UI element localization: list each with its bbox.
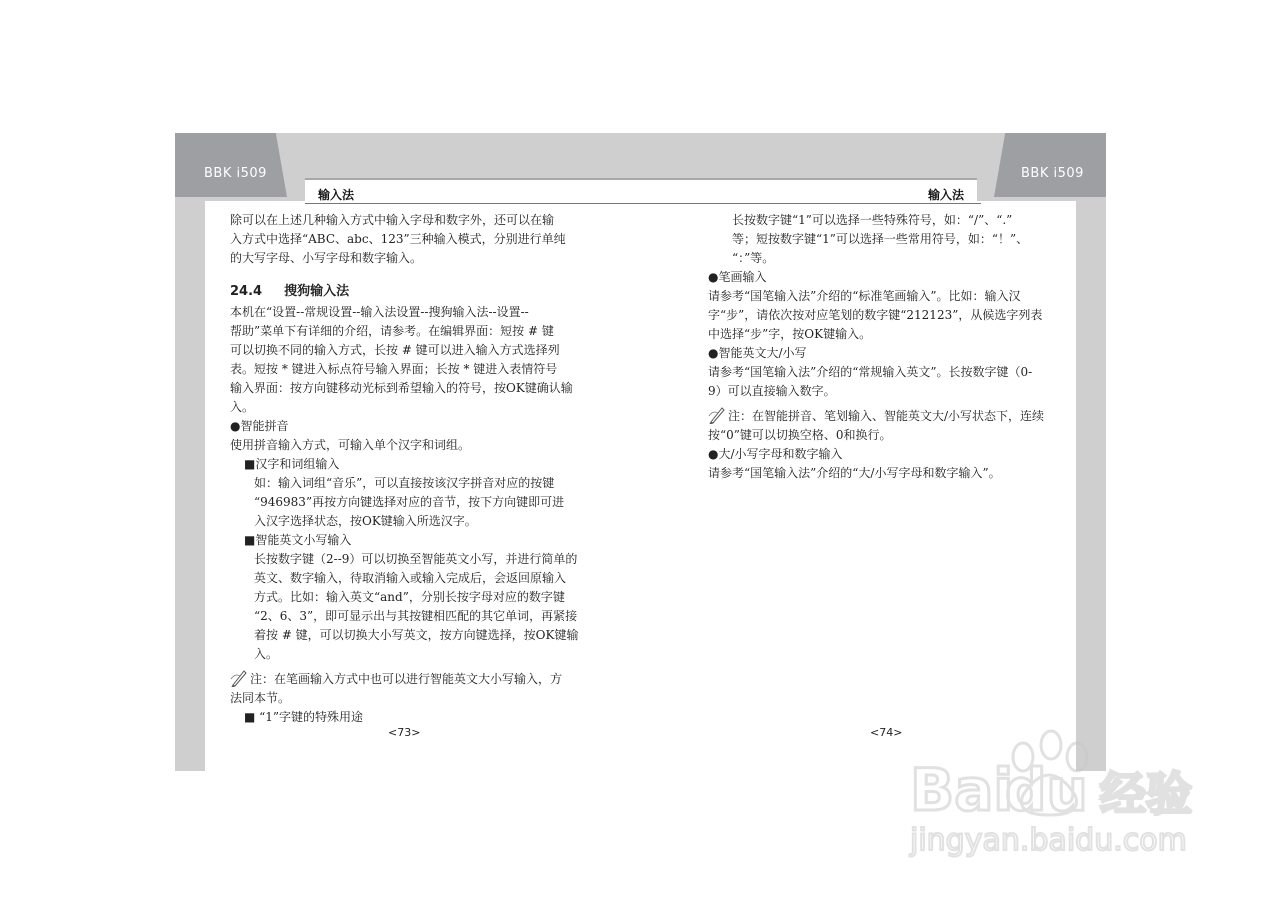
text-line: 除可以在上述几种输入方式中输入字母和数字外，还可以在输 xyxy=(230,213,555,227)
subheading: ■智能英文小写输入 xyxy=(244,533,352,547)
pencil-note-icon xyxy=(230,667,248,687)
text-line: 入。 xyxy=(230,400,255,414)
page-number-left: <73> xyxy=(388,726,421,739)
left-page-text xyxy=(230,211,590,727)
text-line: 的大写字母、小写字母和数字输入。 xyxy=(230,251,423,265)
watermark-logo-text-du: du xyxy=(1005,756,1088,824)
text-line: 帮助”菜单下有详细的介绍，请参考。在编辑界面：短按 # 键 xyxy=(230,324,554,338)
text-line: 法同本节。 xyxy=(230,691,291,705)
bullet-heading: ●智能拼音 xyxy=(230,419,289,433)
watermark-logo-text: Bai xyxy=(910,756,1014,824)
text-line: “2、6、3”，即可显示出与其按键相匹配的其它单词，再紧接 xyxy=(254,609,578,623)
right-page-text xyxy=(708,211,1068,483)
text-line: 9）可以直接输入数字。 xyxy=(708,384,836,398)
header-title-left: 输入法 xyxy=(318,188,355,202)
page-number-right: <74> xyxy=(870,726,903,739)
watermark-logo-cn: 经验 xyxy=(1100,767,1192,821)
text-line: 如：输入词组“音乐”，可以直接按该汉字拼音对应的按键 xyxy=(254,476,555,490)
note-text: 注：在笔画输入方式中也可以进行智能英文大小写输入，方 xyxy=(250,672,563,686)
section-heading xyxy=(230,282,590,301)
text-line: 长按数字键“1”可以选择一些特殊符号，如：“/”、“.” xyxy=(732,213,1013,227)
section-number: 24.4 xyxy=(230,284,263,299)
text-line: 本机在“设置--常规设置--输入法设置--搜狗输入法--设置-- xyxy=(230,305,529,319)
text-line: 请参考“国笔输入法”介绍的“标准笔画输入”。比如：输入汉 xyxy=(708,289,1021,303)
text-line: 按“0”键可以切换空格、0和换行。 xyxy=(708,428,892,442)
text-line: 请参考“国笔输入法”介绍的“常规输入英文”。长按数字键（0- xyxy=(708,365,1033,379)
text-line: 字“步”，请依次按对应笔划的数字键“212123”，从候选字列表 xyxy=(708,308,1043,322)
bullet-heading: ●笔画输入 xyxy=(708,270,767,284)
left-header-tab xyxy=(175,133,287,197)
text-line: 入汉字选择状态，按OK键输入所选汉字。 xyxy=(254,514,477,528)
baidu-jingyan-watermark xyxy=(905,715,1205,865)
header-band xyxy=(305,178,977,202)
subheading: ■汉字和词组输入 xyxy=(244,457,340,471)
bullet-heading: ●大/小写字母和数字输入 xyxy=(708,447,843,461)
text-line: 入方式中选择“ABC、abc、123”三种输入模式，分别进行单纯 xyxy=(230,232,566,246)
text-line: “946983”再按方向键选择对应的音节，按下方向键即可进 xyxy=(254,495,565,509)
note-text: 注：在智能拼音、笔划输入、智能英文大/小写状态下，连续 xyxy=(728,409,1045,423)
brand-left: BBK i509 xyxy=(204,166,267,181)
watermark-url: jingyan.baidu.com xyxy=(910,823,1187,858)
text-line: 表。短按 * 键进入标点符号输入界面；长按 * 键进入表情符号 xyxy=(230,362,558,376)
text-line: 中选择“步”字，按OK键输入。 xyxy=(708,327,872,341)
right-header-tab xyxy=(994,133,1106,197)
note-line xyxy=(230,667,590,689)
header-rule xyxy=(305,203,981,204)
section-title: 搜狗输入法 xyxy=(284,284,350,299)
header-title-right: 输入法 xyxy=(928,188,965,202)
text-line: 等；短按数字键“1”可以选择一些常用符号，如：“！”、 xyxy=(732,232,1029,246)
text-line: 可以切换不同的输入方式，长按 # 键可以进入输入方式选择列 xyxy=(230,343,560,357)
text-line: 方式。比如：输入英文“and”，分别长按字母对应的数字键 xyxy=(254,590,565,604)
brand-right: BBK i509 xyxy=(1021,166,1084,181)
subheading: ■ “1”字键的特殊用途 xyxy=(244,710,364,724)
text-line: 使用拼音输入方式，可输入单个汉字和词组。 xyxy=(230,438,471,452)
text-line: 长按数字键（2--9）可以切换至智能英文小写，并进行简单的 xyxy=(254,552,578,566)
bullet-heading: ●智能英文大/小写 xyxy=(708,346,807,360)
text-line: 请参考“国笔输入法”介绍的“大/小写字母和数字输入”。 xyxy=(708,466,1001,480)
text-line: 英文、数字输入，待取消输入或输入完成后，会返回原输入 xyxy=(254,571,567,585)
note-line xyxy=(708,404,1068,426)
pencil-note-icon xyxy=(708,404,726,424)
text-line: “：”等。 xyxy=(732,251,775,265)
text-line: 着按 # 键，可以切换大小写英文，按方向键选择，按OK键输入。 xyxy=(254,628,579,661)
text-line: 输入界面：按方向键移动光标到希望输入的符号，按OK键确认输 xyxy=(230,381,573,395)
